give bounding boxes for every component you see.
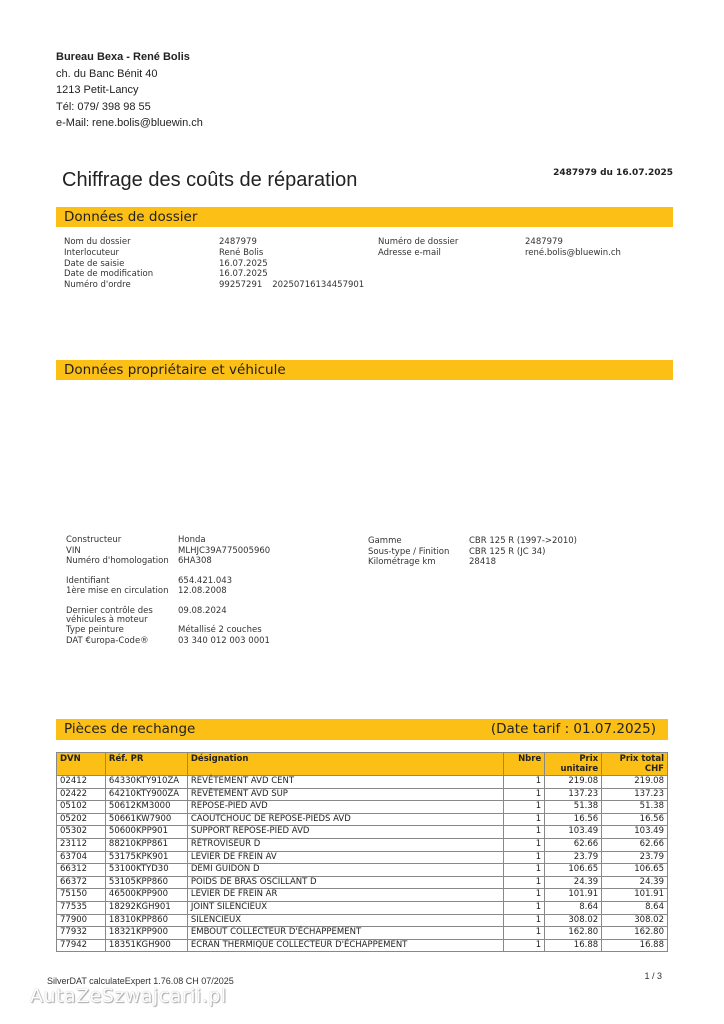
vehicle-labels-right xyxy=(368,537,449,569)
cell-dvn: 05202 xyxy=(57,813,106,826)
cell-total-price: 62.66 xyxy=(602,838,668,851)
cell-ref: 18351KGH900 xyxy=(105,939,187,952)
cell-designation: SILENCIEUX xyxy=(187,914,503,927)
cell-ref: 50661KW7900 xyxy=(105,813,187,826)
cell-unit-price: 16.88 xyxy=(545,939,602,952)
cell-unit-price: 308.02 xyxy=(545,914,602,927)
cell-total-price: 106.65 xyxy=(602,864,668,877)
vehicle-value: 12.08.2008 xyxy=(178,586,227,596)
cell-total-price: 24.39 xyxy=(602,876,668,889)
col-ref: Réf. PR xyxy=(105,753,187,776)
cell-qty: 1 xyxy=(504,838,545,851)
order-number: 99257291 xyxy=(219,280,263,291)
table-row xyxy=(57,939,668,952)
vehicle-value: 28418 xyxy=(469,557,497,567)
table-row xyxy=(57,813,668,826)
cell-qty: 1 xyxy=(504,864,545,877)
table-row xyxy=(57,801,668,814)
footer-software: SilverDAT calculateExpert 1.76.08 CH 07/2025 xyxy=(47,976,234,986)
cell-dvn: 75150 xyxy=(57,889,106,902)
document-reference: 2487979 du 16.07.2025 xyxy=(553,168,673,178)
table-row xyxy=(57,788,668,801)
cell-dvn: 77942 xyxy=(57,939,106,952)
cell-total-price: 8.64 xyxy=(602,901,668,914)
cell-total-price: 16.56 xyxy=(602,813,668,826)
cell-ref: 18292KGH901 xyxy=(105,901,187,914)
vehicle-value: CBR 125 R (1997->2010) xyxy=(469,536,577,546)
vehicle-label: Identifiant xyxy=(66,575,110,586)
dossier-value: 16.07.2025 xyxy=(219,258,268,269)
cell-qty: 1 xyxy=(504,851,545,864)
parts-table-header xyxy=(57,753,668,776)
dossier-section-title: Données de dossier xyxy=(64,209,198,225)
cell-designation: POIDS DE BRAS OSCILLANT D xyxy=(187,876,503,889)
cell-dvn: 77932 xyxy=(57,927,106,940)
dossier-label: Adresse e-mail xyxy=(378,247,441,258)
cell-ref: 50600KPP901 xyxy=(105,826,187,839)
cell-ref: 64210KTY900ZA xyxy=(105,788,187,801)
cell-qty: 1 xyxy=(504,876,545,889)
document-title: Chiffrage des coûts de réparation xyxy=(62,169,358,191)
cell-total-price: 51.38 xyxy=(602,801,668,814)
cell-dvn: 63704 xyxy=(57,851,106,864)
cell-designation: EMBOUT COLLECTEUR D'ÉCHAPPEMENT xyxy=(187,927,503,940)
sender-name: Bureau Bexa - René Bolis xyxy=(56,51,190,63)
dossier-section-header xyxy=(56,207,673,227)
cell-unit-price: 62.66 xyxy=(545,838,602,851)
vehicle-label: Sous-type / Finition xyxy=(368,546,450,557)
cell-qty: 1 xyxy=(504,901,545,914)
cell-total-price: 137.23 xyxy=(602,788,668,801)
dossier-value: 16.07.2025 xyxy=(219,269,268,280)
cell-qty: 1 xyxy=(504,813,545,826)
cell-total-price: 16.88 xyxy=(602,939,668,952)
cell-total-price: 308.02 xyxy=(602,914,668,927)
parts-section-title: Pièces de rechange xyxy=(64,721,196,737)
cell-unit-price: 137.23 xyxy=(545,788,602,801)
table-row xyxy=(57,851,668,864)
vehicle-value: CBR 125 R (JC 34) xyxy=(469,546,546,557)
cell-total-price: 23.79 xyxy=(602,851,668,864)
cell-designation: RÉTROVISEUR D xyxy=(187,838,503,851)
vehicle-values-right xyxy=(469,537,577,569)
cell-ref: 53100KTYD30 xyxy=(105,864,187,877)
cell-qty: 1 xyxy=(504,776,545,789)
sender-street: ch. du Banc Bénit 40 xyxy=(56,67,158,80)
cell-designation: DEMI GUIDON D xyxy=(187,864,503,877)
cell-unit-price: 51.38 xyxy=(545,801,602,814)
dossier-labels-left xyxy=(64,237,153,291)
cell-designation: LEVIER DE FREIN AV xyxy=(187,851,503,864)
cell-dvn: 05302 xyxy=(57,826,106,839)
cell-unit-price: 23.79 xyxy=(545,851,602,864)
vehicle-label: VIN xyxy=(66,545,81,556)
cell-qty: 1 xyxy=(504,927,545,940)
cell-unit-price: 24.39 xyxy=(545,876,602,889)
sender-address xyxy=(56,49,203,132)
cell-total-price: 219.08 xyxy=(602,776,668,789)
col-total-price: Prix total CHF xyxy=(602,753,668,776)
dossier-label: Date de modification xyxy=(64,269,154,280)
cell-qty: 1 xyxy=(504,939,545,952)
table-row xyxy=(57,776,668,789)
vehicle-value: 6HA308 xyxy=(178,556,212,566)
cell-ref: 50612KM3000 xyxy=(105,801,187,814)
cell-dvn: 23112 xyxy=(57,838,106,851)
vehicle-value: Honda xyxy=(178,535,206,545)
sender-email: e-Mail: rene.bolis@bluewin.ch xyxy=(56,117,203,129)
vehicle-value: MLHJC39A775005960 xyxy=(178,545,271,556)
cell-dvn: 02412 xyxy=(57,776,106,789)
vehicle-label: 1ère mise en circulation xyxy=(66,586,169,596)
watermark: AutaZeSzwajcarii.pl xyxy=(30,985,227,1007)
vehicle-label: Kilométrage km xyxy=(368,557,436,567)
cell-designation: ECRAN THERMIQUE COLLECTEUR D'ÉCHAPPEMENT xyxy=(187,939,503,952)
col-dvn: DVN xyxy=(57,753,106,776)
vehicle-label: Dernier contrôle des véhicules à moteur xyxy=(66,605,153,625)
cell-unit-price: 162.80 xyxy=(545,927,602,940)
cell-designation: REVÊTEMENT AVD CENT xyxy=(187,776,503,789)
vehicle-label: Gamme xyxy=(368,536,402,546)
cell-ref: 88210KPP861 xyxy=(105,838,187,851)
vehicle-value: Métallisé 2 couches xyxy=(178,625,262,635)
cell-designation: JOINT SILENCIEUX xyxy=(187,901,503,914)
dossier-label: Numéro de dossier xyxy=(378,237,459,247)
cell-dvn: 77900 xyxy=(57,914,106,927)
cell-qty: 1 xyxy=(504,889,545,902)
col-unit-price: Prix unitaire xyxy=(545,753,602,776)
vehicle-section-header xyxy=(56,360,673,380)
cell-ref: 18321KPP900 xyxy=(105,927,187,940)
dossier-labels-right xyxy=(378,237,458,259)
col-designation: Désignation xyxy=(187,753,503,776)
cell-dvn: 02422 xyxy=(57,788,106,801)
parts-section-header xyxy=(56,719,668,740)
table-row xyxy=(57,826,668,839)
page-number: 1 / 3 xyxy=(644,971,662,981)
cell-dvn: 66372 xyxy=(57,876,106,889)
cell-total-price: 101.91 xyxy=(602,889,668,902)
sender-phone: Tél: 079/ 398 98 55 xyxy=(56,100,151,113)
col-qty: Nbre xyxy=(504,753,545,776)
table-row xyxy=(57,901,668,914)
dossier-label: Numéro d'ordre xyxy=(64,280,131,291)
parts-table xyxy=(56,752,668,952)
table-row xyxy=(57,927,668,940)
cell-unit-price: 101.91 xyxy=(545,889,602,902)
cell-ref: 53175KPK901 xyxy=(105,851,187,864)
cell-dvn: 66312 xyxy=(57,864,106,877)
cell-designation: CAOUTCHOUC DE REPOSE-PIEDS AVD xyxy=(187,813,503,826)
dossier-values-right xyxy=(525,237,621,259)
sender-city: 1213 Petit-Lancy xyxy=(56,84,139,96)
dossier-label: Date de saisie xyxy=(64,258,125,269)
cell-ref: 46500KPP900 xyxy=(105,889,187,902)
vehicle-label: DAT €uropa-Code® xyxy=(66,635,149,646)
cell-qty: 1 xyxy=(504,788,545,801)
cell-designation: SUPPORT REPOSE-PIED AVD xyxy=(187,826,503,839)
cell-dvn: 05102 xyxy=(57,801,106,814)
dossier-label: Nom du dossier xyxy=(64,237,131,247)
cell-qty: 1 xyxy=(504,914,545,927)
cell-unit-price: 219.08 xyxy=(545,776,602,789)
vehicle-section-title: Données propriétaire et véhicule xyxy=(64,362,286,378)
cell-designation: REPOSE-PIED AVD xyxy=(187,801,503,814)
cell-total-price: 162.80 xyxy=(602,927,668,940)
cell-dvn: 77535 xyxy=(57,901,106,914)
dossier-value: René Bolis xyxy=(219,247,264,258)
cell-qty: 1 xyxy=(504,801,545,814)
dossier-value xyxy=(219,280,364,291)
cell-total-price: 103.49 xyxy=(602,826,668,839)
cell-designation: REVÊTEMENT AVD SUP xyxy=(187,788,503,801)
dossier-values-left xyxy=(219,237,364,291)
vehicle-value: 09.08.2024 xyxy=(178,605,227,616)
cell-ref: 53105KPP860 xyxy=(105,876,187,889)
vehicle-value: 654.421.043 xyxy=(178,575,233,586)
dossier-value: rené.bolis@bluewin.ch xyxy=(525,247,621,258)
dossier-value: 2487979 xyxy=(219,237,257,247)
dossier-label: Interlocuteur xyxy=(64,247,120,258)
cell-designation: LEVIER DE FREIN AR xyxy=(187,889,503,902)
cell-unit-price: 103.49 xyxy=(545,826,602,839)
table-row xyxy=(57,889,668,902)
parts-tariff-date: (Date tarif : 01.07.2025) xyxy=(490,721,656,737)
cell-unit-price: 16.56 xyxy=(545,813,602,826)
cell-unit-price: 106.65 xyxy=(545,864,602,877)
order-number-long: 20250716134457901 xyxy=(272,280,365,291)
vehicle-value: 03 340 012 003 0001 xyxy=(178,635,270,646)
table-row xyxy=(57,876,668,889)
table-row xyxy=(57,864,668,877)
vehicle-label: Type peinture xyxy=(66,625,124,635)
table-row xyxy=(57,838,668,851)
vehicle-label: Numéro d'homologation xyxy=(66,556,169,566)
cell-unit-price: 8.64 xyxy=(545,901,602,914)
dossier-value: 2487979 xyxy=(525,237,563,247)
cell-ref: 18310KPP860 xyxy=(105,914,187,927)
cell-ref: 64330KTY910ZA xyxy=(105,776,187,789)
vehicle-values-left xyxy=(178,536,270,647)
vehicle-label: Constructeur xyxy=(66,535,122,545)
vehicle-labels-left xyxy=(66,536,171,647)
table-row xyxy=(57,914,668,927)
cell-qty: 1 xyxy=(504,826,545,839)
